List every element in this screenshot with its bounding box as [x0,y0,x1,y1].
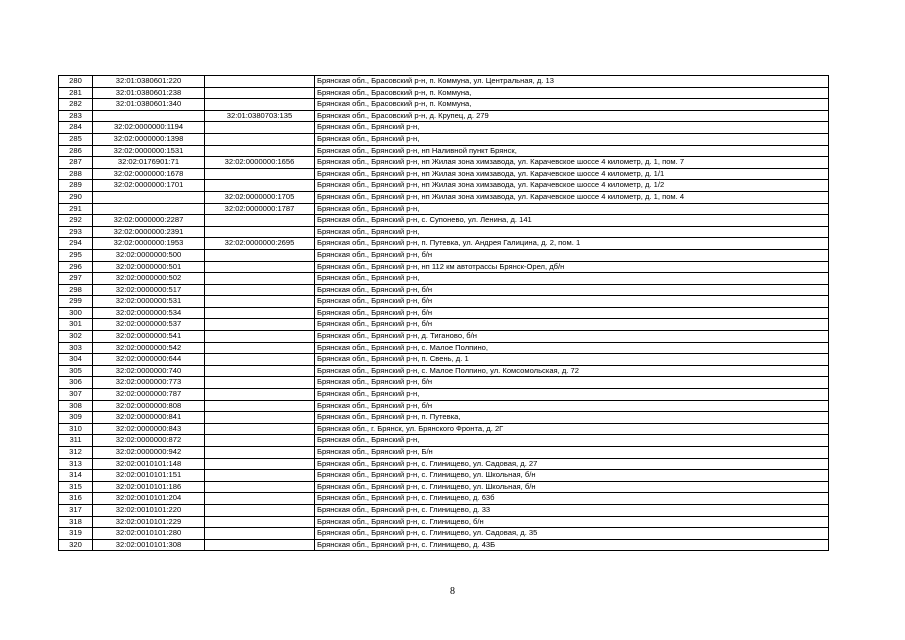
row-number-cell: 289 [59,180,93,192]
address-cell: Брянская обл., Брянский р-н, с. Глинищево, д. 63б [315,493,829,505]
cadastral-number-alt-cell [205,296,315,308]
row-number-cell: 315 [59,481,93,493]
table-row [59,238,829,250]
address-cell: Брянская обл., Брасовский р-н, п. Коммуна, [315,87,829,99]
cadastral-number-cell: 32:02:0000000:644 [93,354,205,366]
address-cell: Брянская обл., Брасовский р-н, п. Коммуна, ул. Центральная, д. 13 [315,76,829,88]
cadastral-number-alt-cell [205,481,315,493]
table-row [59,180,829,192]
cadastral-number-alt-cell: 32:02:0000000:1705 [205,191,315,203]
row-number-cell: 280 [59,76,93,88]
address-cell: Брянская обл., Брянский р-н, с. Глинищево, ул. Школьная, б/н [315,470,829,482]
row-number-cell: 304 [59,354,93,366]
address-cell: Брянская обл., Брянский р-н, с. Глинищево, д. 43Б [315,539,829,551]
cadastral-number-cell: 32:02:0010101:148 [93,458,205,470]
table-row [59,481,829,493]
table-row [59,133,829,145]
table-row [59,504,829,516]
cadastral-number-alt-cell: 32:01:0380703:135 [205,110,315,122]
cadastral-number-cell: 32:02:0000000:502 [93,273,205,285]
address-cell: Брянская обл., Брянский р-н, с. Глинищево, ул. Школьная, б/н [315,481,829,493]
cadastral-number-alt-cell [205,400,315,412]
table-row [59,226,829,238]
table-row [59,516,829,528]
table-row [59,145,829,157]
cadastral-number-cell [93,110,205,122]
address-cell: Брянская обл., Брянский р-н, нп Жилая зона химзавода, ул. Карачевское шоссе 4 километр, д. 1/2 [315,180,829,192]
row-number-cell: 282 [59,99,93,111]
cadastral-number-cell: 32:02:0000000:773 [93,377,205,389]
cadastral-number-alt-cell: 32:02:0000000:1656 [205,157,315,169]
cadastral-number-cell: 32:01:0380601:340 [93,99,205,111]
address-cell: Брянская обл., Брянский р-н, с. Супонево, ул. Ленина, д. 141 [315,215,829,227]
address-cell: Брянская обл., Брасовский р-н, п. Коммуна, [315,99,829,111]
cadastral-number-cell: 32:02:0000000:1194 [93,122,205,134]
row-number-cell: 285 [59,133,93,145]
cadastral-number-cell: 32:02:0000000:501 [93,261,205,273]
table-row [59,273,829,285]
address-cell: Брянская обл., Брянский р-н, с. Глинищево, д. 33 [315,504,829,516]
table-row [59,400,829,412]
cadastral-number-cell: 32:02:0000000:500 [93,249,205,261]
row-number-cell: 284 [59,122,93,134]
cadastral-number-alt-cell [205,377,315,389]
row-number-cell: 293 [59,226,93,238]
cadastral-number-cell: 32:02:0000000:2287 [93,215,205,227]
page-number: 8 [450,586,455,597]
table-row [59,249,829,261]
address-cell: Брянская обл., Брянский р-н, с. Малое Полпино, ул. Комсомольская, д. 72 [315,365,829,377]
cadastral-number-alt-cell [205,423,315,435]
address-cell: Брянская обл., Брасовский р-н, д. Крупец, д. 279 [315,110,829,122]
table-row [59,215,829,227]
address-cell: Брянская обл., Брянский р-н, п. Свень, д. 1 [315,354,829,366]
table-row [59,307,829,319]
cadastral-number-alt-cell [205,133,315,145]
row-number-cell: 307 [59,389,93,401]
address-cell: Брянская обл., Брянский р-н, с. Глинищево, б/н [315,516,829,528]
cadastral-number-alt-cell [205,458,315,470]
table-row [59,377,829,389]
cadastral-number-cell: 32:02:0000000:1701 [93,180,205,192]
row-number-cell: 298 [59,284,93,296]
cadastral-number-cell: 32:02:0176901:71 [93,157,205,169]
row-number-cell: 312 [59,447,93,459]
address-cell: Брянская обл., Брянский р-н, нп Жилая зона химзавода, ул. Карачевское шоссе 4 километр, д. 1, пом. 4 [315,191,829,203]
address-cell: Брянская обл., Брянский р-н, с. Малое Полпино, [315,342,829,354]
row-number-cell: 318 [59,516,93,528]
cadastral-number-cell: 32:02:0000000:787 [93,389,205,401]
cadastral-number-cell [93,203,205,215]
table-row [59,331,829,343]
table-body [59,76,829,551]
cadastral-number-cell: 32:02:0000000:1398 [93,133,205,145]
cadastral-number-cell: 32:02:0000000:542 [93,342,205,354]
table-row [59,191,829,203]
row-number-cell: 311 [59,435,93,447]
cadastral-number-alt-cell: 32:02:0000000:2695 [205,238,315,250]
address-cell: Брянская обл., Брянский р-н, [315,203,829,215]
cadastral-number-cell: 32:02:0000000:1953 [93,238,205,250]
cadastral-number-alt-cell [205,389,315,401]
row-number-cell: 294 [59,238,93,250]
address-cell: Брянская обл., г. Брянск, ул. Брянского Фронта, д. 2Г [315,423,829,435]
table-row [59,76,829,88]
cadastral-number-alt-cell [205,470,315,482]
table-row [59,157,829,169]
row-number-cell: 317 [59,504,93,516]
cadastral-number-cell: 32:02:0000000:531 [93,296,205,308]
address-cell: Брянская обл., Брянский р-н, б/н [315,284,829,296]
table-row [59,284,829,296]
cadastral-number-cell: 32:02:0000000:537 [93,319,205,331]
cadastral-number-alt-cell [205,354,315,366]
row-number-cell: 319 [59,528,93,540]
row-number-cell: 313 [59,458,93,470]
table-row [59,342,829,354]
cadastral-number-alt-cell [205,76,315,88]
address-cell: Брянская обл., Брянский р-н, п. Путевка, ул. Андрея Галицина, д. 2, пом. 1 [315,238,829,250]
cadastral-number-cell [93,191,205,203]
table-row [59,203,829,215]
cadastral-number-alt-cell [205,215,315,227]
cadastral-number-alt-cell [205,284,315,296]
address-cell: Брянская обл., Брянский р-н, нп Жилая зона химзавода, ул. Карачевское шоссе 4 километр, д. 1, пом. 7 [315,157,829,169]
table-row [59,99,829,111]
table-row [59,470,829,482]
cadastral-number-alt-cell [205,249,315,261]
cadastral-number-alt-cell [205,528,315,540]
row-number-cell: 297 [59,273,93,285]
address-cell: Брянская обл., Брянский р-н, [315,435,829,447]
table-row [59,435,829,447]
address-cell: Брянская обл., Брянский р-н, [315,226,829,238]
row-number-cell: 288 [59,168,93,180]
row-number-cell: 295 [59,249,93,261]
cadastral-number-alt-cell [205,447,315,459]
cadastral-number-cell: 32:02:0000000:1678 [93,168,205,180]
row-number-cell: 303 [59,342,93,354]
address-cell: Брянская обл., Брянский р-н, б/н [315,307,829,319]
cadastral-number-alt-cell [205,145,315,157]
cadastral-number-alt-cell [205,180,315,192]
table-row [59,389,829,401]
table-row [59,528,829,540]
row-number-cell: 301 [59,319,93,331]
table-row [59,354,829,366]
table-row [59,458,829,470]
cadastral-number-alt-cell [205,435,315,447]
row-number-cell: 314 [59,470,93,482]
cadastral-number-cell: 32:02:0010101:280 [93,528,205,540]
row-number-cell: 300 [59,307,93,319]
cadastral-number-cell: 32:02:0000000:2391 [93,226,205,238]
cadastral-number-alt-cell [205,412,315,424]
cadastral-number-alt-cell [205,319,315,331]
address-cell: Брянская обл., Брянский р-н, б/н [315,400,829,412]
address-cell: Брянская обл., Брянский р-н, б/н [315,296,829,308]
cadastral-number-alt-cell [205,504,315,516]
row-number-cell: 320 [59,539,93,551]
address-cell: Брянская обл., Брянский р-н, [315,389,829,401]
cadastral-number-cell: 32:02:0000000:534 [93,307,205,319]
cadastral-number-cell: 32:02:0000000:843 [93,423,205,435]
address-cell: Брянская обл., Брянский р-н, [315,273,829,285]
cadastral-number-cell: 32:02:0000000:541 [93,331,205,343]
cadastral-number-cell: 32:02:0010101:151 [93,470,205,482]
cadastral-number-cell: 32:02:0000000:841 [93,412,205,424]
cadastral-number-cell: 32:02:0000000:740 [93,365,205,377]
cadastral-number-alt-cell [205,493,315,505]
address-cell: Брянская обл., Брянский р-н, д. Тиганово, б/н [315,331,829,343]
table-row [59,87,829,99]
cadastral-number-alt-cell [205,273,315,285]
row-number-cell: 287 [59,157,93,169]
cadastral-number-alt-cell: 32:02:0000000:1787 [205,203,315,215]
cadastral-number-cell: 32:02:0010101:186 [93,481,205,493]
table-row [59,539,829,551]
address-cell: Брянская обл., Брянский р-н, Б/н [315,447,829,459]
row-number-cell: 281 [59,87,93,99]
cadastral-number-alt-cell [205,99,315,111]
cadastral-number-cell: 32:02:0000000:517 [93,284,205,296]
row-number-cell: 306 [59,377,93,389]
property-table [58,75,829,551]
row-number-cell: 299 [59,296,93,308]
cadastral-number-cell: 32:02:0000000:808 [93,400,205,412]
cadastral-number-alt-cell [205,342,315,354]
row-number-cell: 291 [59,203,93,215]
row-number-cell: 310 [59,423,93,435]
row-number-cell: 296 [59,261,93,273]
cadastral-number-cell: 32:02:0010101:204 [93,493,205,505]
cadastral-number-alt-cell [205,516,315,528]
cadastral-number-cell: 32:02:0000000:1531 [93,145,205,157]
table-row [59,412,829,424]
address-cell: Брянская обл., Брянский р-н, нп 112 км автотрассы Брянск-Орел, дб/н [315,261,829,273]
table-row [59,296,829,308]
cadastral-number-cell: 32:01:0380601:220 [93,76,205,88]
row-number-cell: 302 [59,331,93,343]
table-row [59,110,829,122]
address-cell: Брянская обл., Брянский р-н, [315,122,829,134]
cadastral-number-cell: 32:02:0010101:229 [93,516,205,528]
cadastral-number-alt-cell [205,365,315,377]
address-cell: Брянская обл., Брянский р-н, п. Путевка, [315,412,829,424]
cadastral-number-alt-cell [205,87,315,99]
row-number-cell: 286 [59,145,93,157]
cadastral-number-cell: 32:02:0000000:872 [93,435,205,447]
address-cell: Брянская обл., Брянский р-н, б/н [315,319,829,331]
row-number-cell: 308 [59,400,93,412]
cadastral-number-cell: 32:02:0010101:308 [93,539,205,551]
cadastral-number-alt-cell [205,122,315,134]
address-cell: Брянская обл., Брянский р-н, б/н [315,249,829,261]
cadastral-number-alt-cell [205,226,315,238]
cadastral-number-alt-cell [205,331,315,343]
row-number-cell: 283 [59,110,93,122]
row-number-cell: 316 [59,493,93,505]
table-row [59,122,829,134]
address-cell: Брянская обл., Брянский р-н, [315,133,829,145]
table-row [59,493,829,505]
table-row [59,261,829,273]
cadastral-number-alt-cell [205,168,315,180]
table-row [59,168,829,180]
table-row [59,447,829,459]
cadastral-number-cell: 32:02:0010101:220 [93,504,205,516]
table-row [59,423,829,435]
cadastral-number-alt-cell [205,307,315,319]
row-number-cell: 305 [59,365,93,377]
address-cell: Брянская обл., Брянский р-н, нп Наливной пункт Брянск, [315,145,829,157]
cadastral-number-cell: 32:02:0000000:942 [93,447,205,459]
address-cell: Брянская обл., Брянский р-н, нп Жилая зона химзавода, ул. Карачевское шоссе 4 километр, д. 1/1 [315,168,829,180]
address-cell: Брянская обл., Брянский р-н, с. Глинищево, ул. Садовая, д. 35 [315,528,829,540]
cadastral-number-alt-cell [205,261,315,273]
address-cell: Брянская обл., Брянский р-н, б/н [315,377,829,389]
cadastral-number-cell: 32:01:0380601:238 [93,87,205,99]
row-number-cell: 292 [59,215,93,227]
address-cell: Брянская обл., Брянский р-н, с. Глинищево, ул. Садовая, д. 27 [315,458,829,470]
row-number-cell: 290 [59,191,93,203]
row-number-cell: 309 [59,412,93,424]
table-row [59,365,829,377]
table-row [59,319,829,331]
cadastral-number-alt-cell [205,539,315,551]
